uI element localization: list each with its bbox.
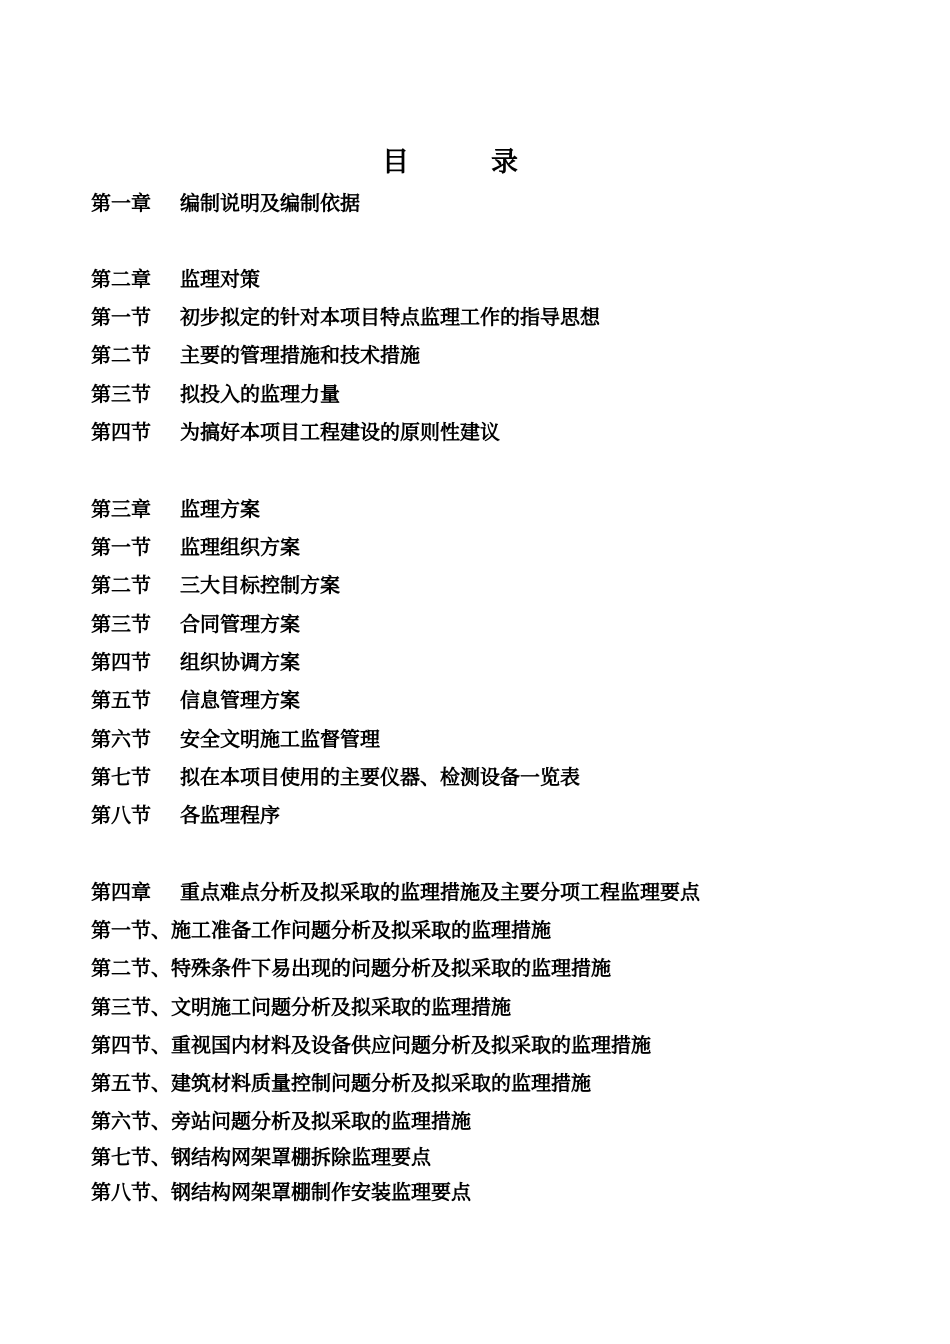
toc-entry-text: 信息管理方案 bbox=[180, 688, 300, 712]
toc-entry-section[interactable] bbox=[91, 1142, 431, 1172]
toc-entry-number: 第二节 bbox=[91, 573, 151, 597]
toc-entry-number: 第三节 bbox=[91, 382, 151, 406]
toc-entry-number: 第六节 bbox=[91, 727, 151, 751]
toc-entry-text: 为搞好本项目工程建设的原则性建议 bbox=[180, 420, 500, 444]
toc-entry-text: 施工准备工作问题分析及拟采取的监理措施 bbox=[171, 918, 551, 942]
toc-entry-text: 三大目标控制方案 bbox=[180, 573, 340, 597]
toc-entry-number: 第七节 bbox=[91, 765, 151, 789]
toc-title-right: 录 bbox=[491, 147, 518, 178]
toc-entry-section[interactable] bbox=[91, 532, 300, 562]
toc-entry-separator: 、 bbox=[151, 995, 171, 1019]
toc-entry-text: 监理组织方案 bbox=[180, 535, 300, 559]
toc-entry-number: 第一节 bbox=[91, 305, 151, 329]
toc-entry-section[interactable] bbox=[91, 800, 280, 830]
toc-entry-separator: 、 bbox=[151, 1145, 171, 1169]
toc-entry-section[interactable] bbox=[91, 992, 511, 1022]
toc-entry-number: 第三节 bbox=[91, 995, 151, 1019]
toc-entry-separator: 、 bbox=[151, 1071, 171, 1095]
toc-entry-section[interactable] bbox=[91, 685, 300, 715]
toc-entry-chapter-4[interactable] bbox=[91, 877, 700, 907]
toc-entry-section[interactable] bbox=[91, 417, 500, 447]
toc-entry-text: 特殊条件下易出现的问题分析及拟采取的监理措施 bbox=[171, 956, 611, 980]
toc-entry-section[interactable] bbox=[91, 1068, 591, 1098]
toc-entry-section[interactable] bbox=[91, 302, 600, 332]
toc-entry-section[interactable] bbox=[91, 724, 380, 754]
toc-entry-section[interactable] bbox=[91, 609, 300, 639]
toc-entry-text: 初步拟定的针对本项目特点监理工作的指导思想 bbox=[180, 305, 600, 329]
toc-entry-text: 旁站问题分析及拟采取的监理措施 bbox=[171, 1109, 471, 1133]
toc-entry-section[interactable] bbox=[91, 1106, 471, 1136]
toc-entry-number: 第六节 bbox=[91, 1109, 151, 1133]
toc-entry-section[interactable] bbox=[91, 1177, 471, 1207]
toc-entry-section[interactable] bbox=[91, 340, 420, 370]
toc-entry-text: 重点难点分析及拟采取的监理措施及主要分项工程监理要点 bbox=[180, 880, 700, 904]
toc-title bbox=[0, 143, 900, 183]
toc-entry-number: 第一节 bbox=[91, 918, 151, 942]
toc-entry-number: 第一节 bbox=[91, 535, 151, 559]
toc-entry-chapter-1[interactable] bbox=[91, 188, 360, 218]
toc-entry-text: 钢结构网架罩棚拆除监理要点 bbox=[171, 1145, 431, 1169]
toc-entry-text: 监理方案 bbox=[180, 497, 260, 521]
toc-entry-chapter-2[interactable] bbox=[91, 264, 260, 294]
toc-entry-text: 组织协调方案 bbox=[180, 650, 300, 674]
toc-entry-number: 第四章 bbox=[91, 880, 151, 904]
toc-entry-text: 建筑材料质量控制问题分析及拟采取的监理措施 bbox=[171, 1071, 591, 1095]
toc-entry-text: 拟投入的监理力量 bbox=[180, 382, 340, 406]
toc-entry-number: 第八节 bbox=[91, 803, 151, 827]
toc-entry-number: 第四节 bbox=[91, 1033, 151, 1057]
toc-entry-section[interactable] bbox=[91, 1030, 651, 1060]
toc-entry-number: 第七节 bbox=[91, 1145, 151, 1169]
toc-entry-number: 第三章 bbox=[91, 497, 151, 521]
toc-entry-section[interactable] bbox=[91, 570, 340, 600]
toc-entry-text: 主要的管理措施和技术措施 bbox=[180, 343, 420, 367]
toc-entry-number: 第五节 bbox=[91, 688, 151, 712]
toc-entry-text: 各监理程序 bbox=[180, 803, 280, 827]
toc-entry-text: 合同管理方案 bbox=[180, 612, 300, 636]
toc-entry-section[interactable] bbox=[91, 762, 580, 792]
toc-entry-text: 安全文明施工监督管理 bbox=[180, 727, 380, 751]
toc-entry-section[interactable] bbox=[91, 379, 340, 409]
toc-entry-separator: 、 bbox=[151, 1033, 171, 1057]
toc-entry-chapter-3[interactable] bbox=[91, 494, 260, 524]
toc-entry-number: 第八节 bbox=[91, 1180, 151, 1204]
toc-entry-section[interactable] bbox=[91, 647, 300, 677]
toc-entry-separator: 、 bbox=[151, 956, 171, 980]
toc-entry-text: 钢结构网架罩棚制作安装监理要点 bbox=[171, 1180, 471, 1204]
toc-entry-text: 拟在本项目使用的主要仪器、检测设备一览表 bbox=[180, 765, 580, 789]
toc-entry-number: 第二节 bbox=[91, 956, 151, 980]
toc-entry-section[interactable] bbox=[91, 915, 551, 945]
toc-entry-number: 第二节 bbox=[91, 343, 151, 367]
toc-entry-text: 监理对策 bbox=[180, 267, 260, 291]
toc-entry-section[interactable] bbox=[91, 953, 611, 983]
toc-entry-number: 第三节 bbox=[91, 612, 151, 636]
toc-entry-text: 编制说明及编制依据 bbox=[180, 191, 360, 215]
toc-entry-text: 文明施工问题分析及拟采取的监理措施 bbox=[171, 995, 511, 1019]
toc-entry-separator: 、 bbox=[151, 1180, 171, 1204]
toc-entry-number: 第四节 bbox=[91, 420, 151, 444]
toc-title-left: 目 bbox=[382, 147, 409, 178]
toc-entry-separator: 、 bbox=[151, 1109, 171, 1133]
toc-entry-number: 第一章 bbox=[91, 191, 151, 215]
toc-entry-number: 第五节 bbox=[91, 1071, 151, 1095]
toc-entry-number: 第二章 bbox=[91, 267, 151, 291]
toc-entry-number: 第四节 bbox=[91, 650, 151, 674]
toc-entry-text: 重视国内材料及设备供应问题分析及拟采取的监理措施 bbox=[171, 1033, 651, 1057]
toc-entry-separator: 、 bbox=[151, 918, 171, 942]
